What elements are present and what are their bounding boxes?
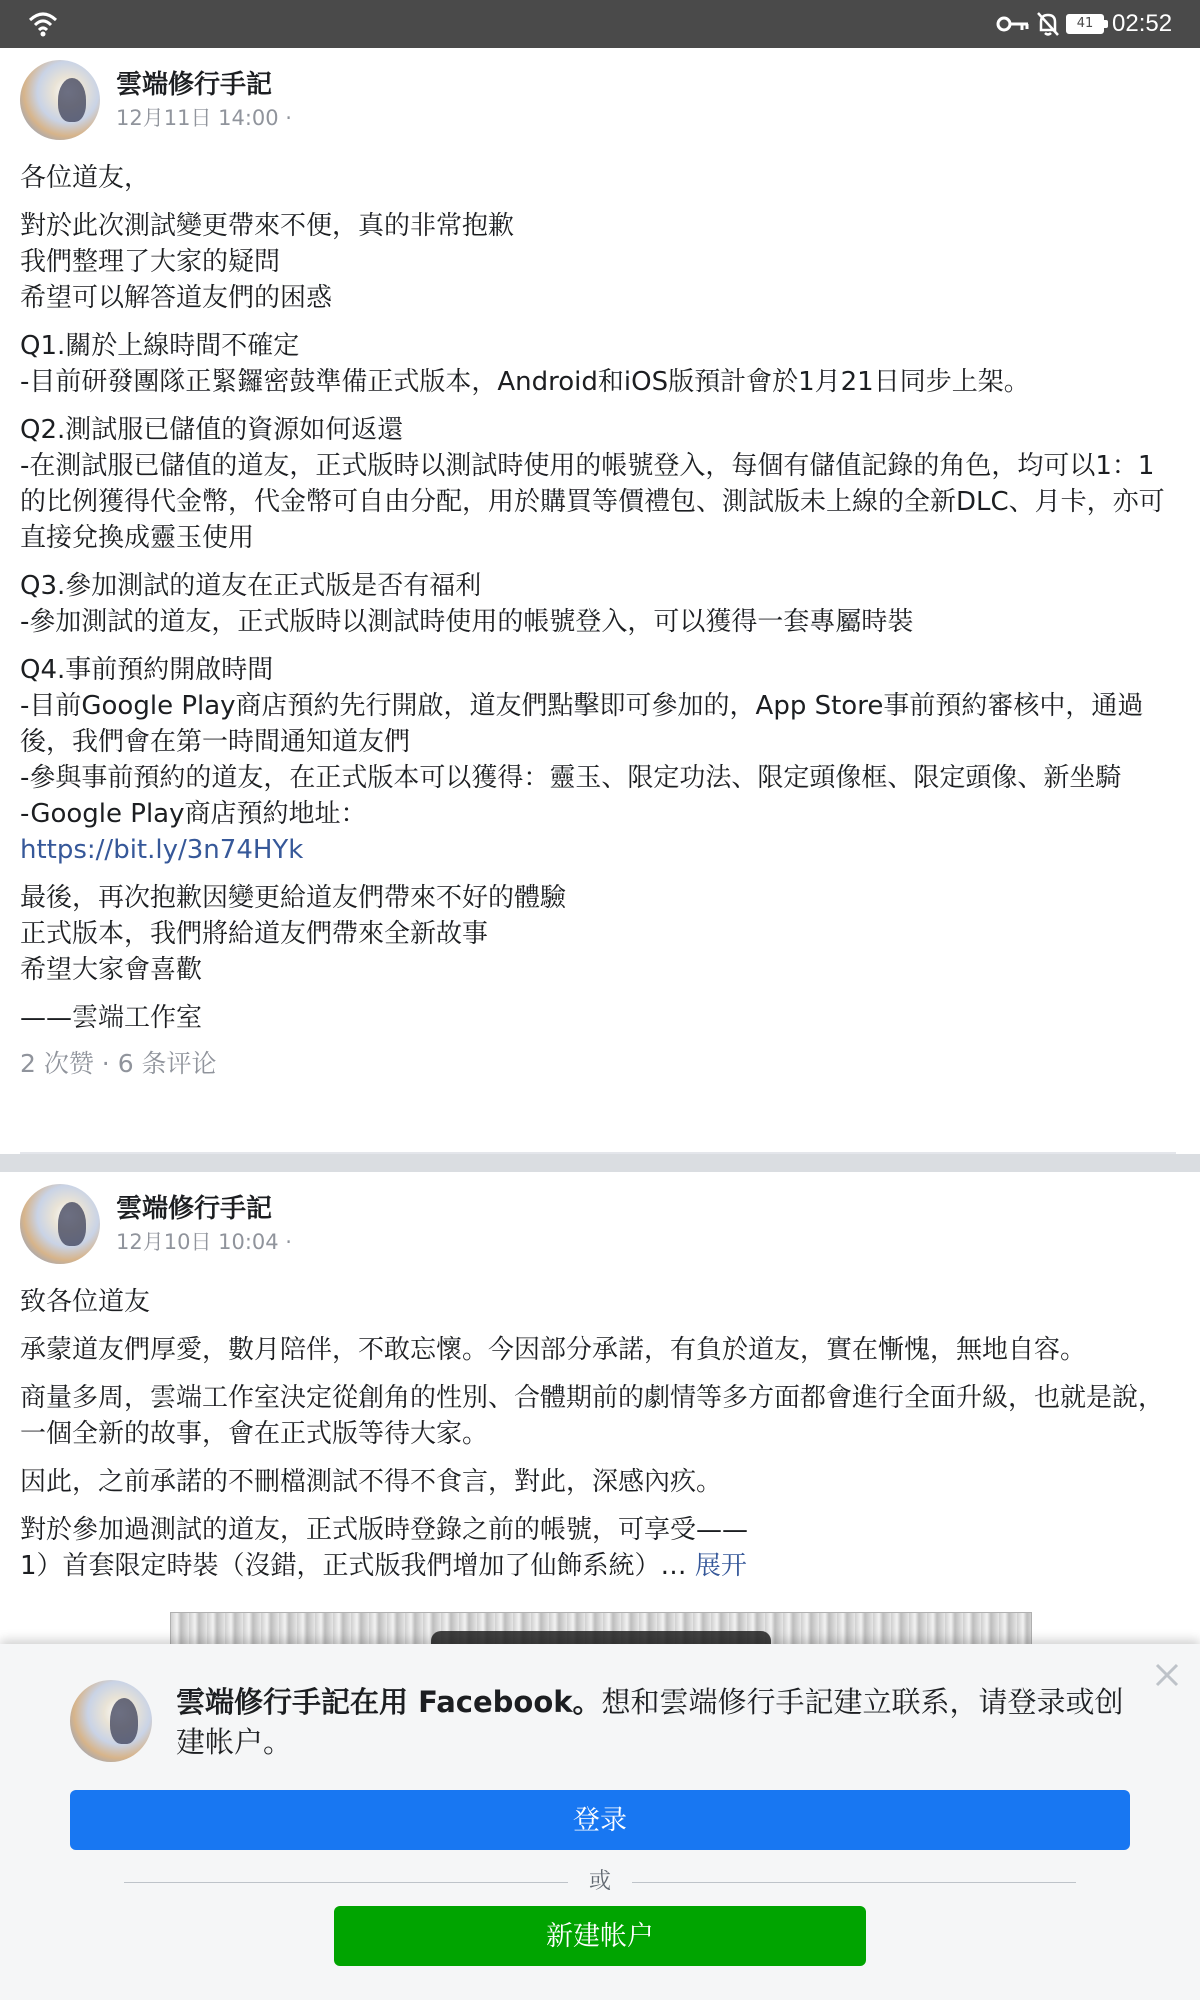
post-paragraph [20, 412, 1180, 556]
feed-post [0, 1172, 1200, 1642]
text-line: 商量多周，雲端工作室決定從創角的性別、合體期前的劇情等多方面都會進行全面升級，也就是說，一個全新的故事，會在正式版等待大家。 [20, 1383, 1165, 1449]
feed-post [0, 48, 1200, 1154]
text-line: 因此，之前承諾的不刪檔測試不得不食言，對此，深感內疚。 [20, 1467, 723, 1497]
text-line: -參加測試的道友，正式版時以測試時使用的帳號登入，可以獲得一套專屬時裝 [20, 607, 914, 637]
post-paragraph [20, 1332, 1180, 1368]
text-line: 對於參加過測試的道友，正式版時登錄之前的帳號，可享受—— [20, 1515, 749, 1545]
post-paragraph [20, 328, 1180, 400]
text-line: 我們整理了大家的疑問 [20, 247, 281, 277]
text-line: Q2.測試服已儲值的資源如何返還 [20, 415, 404, 445]
post-timestamp[interactable]: 12月10日 10:04 · [116, 1230, 292, 1254]
post-link[interactable]: https://bit.ly/3n74HYk [20, 835, 304, 865]
post-paragraph [20, 568, 1180, 640]
close-icon[interactable] [1152, 1660, 1182, 1690]
see-more-link[interactable]: 展开 [694, 1551, 747, 1581]
text-fragment: 1）首套限定時裝（沒錯，正式版我們增加了仙飾系統）… [20, 1551, 687, 1581]
status-bar [0, 0, 1200, 48]
page-name-link[interactable]: 雲端修行手記 [116, 70, 273, 100]
wifi-icon [28, 10, 58, 38]
text-line: 對於此次測試變更帶來不便，真的非常抱歉 [20, 211, 515, 241]
text-line: 希望可以解答道友們的困惑 [20, 283, 333, 313]
post-paragraph [20, 160, 1180, 196]
page-uses-facebook-text: 雲端修行手記在用 Facebook。 [176, 1685, 602, 1719]
text-line: ——雲端工作室 [20, 1003, 203, 1033]
post-paragraph [20, 1380, 1180, 1452]
post-paragraph [20, 1000, 1180, 1036]
text-line: 最後，再次抱歉因變更給道友們帶來不好的體驗 [20, 883, 567, 913]
login-prompt-message [176, 1682, 1136, 1762]
login-prompt-text: 想和雲端修行手記建立联系，请登录或创建帐户。 [176, 1685, 1124, 1759]
or-divider [124, 1862, 1076, 1902]
post-timestamp[interactable]: 12月11日 14:00 · [116, 106, 292, 130]
vpn-key-icon [996, 14, 1030, 34]
page-name-link[interactable]: 雲端修行手記 [116, 1194, 273, 1224]
text-line: Q1.關於上線時間不確定 [20, 331, 300, 361]
text-line: 各位道友， [20, 163, 151, 193]
page-avatar[interactable] [20, 1184, 100, 1264]
login-button[interactable]: 登录 [70, 1790, 1130, 1850]
post-text [20, 160, 1180, 1048]
text-line: -在測試服已儲值的道友，正式版時以測試時使用的帳號登入，每個有儲值記錄的角色，均可以1：1的比例獲得代金幣，代金幣可自由分配，用於購買等價禮包、測試版未上線的全新DLC、月卡，亦可直接兌換成靈玉使用 [20, 451, 1165, 553]
feed-separator [0, 1154, 1200, 1172]
text-line: 正式版本，我們將給道友們帶來全新故事 [20, 919, 489, 949]
text-line: Q4.事前預約開啟時間 [20, 655, 274, 685]
notifications-off-icon [1036, 10, 1060, 38]
create-account-button[interactable]: 新建帐户 [334, 1906, 866, 1966]
login-prompt-sheet [0, 1644, 1200, 2000]
text-line: -目前Google Play商店預約先行開啟，道友們點擊即可參加的，App Store事前預約審核中，通過後，我們會在第一時間通知道友們 [20, 691, 1144, 757]
post-paragraph [20, 1464, 1180, 1500]
or-label: 或 [588, 1869, 611, 1894]
text-line: Q3.參加測試的道友在正式版是否有福利 [20, 571, 482, 601]
divider-line [632, 1882, 1076, 1883]
page-avatar[interactable] [20, 60, 100, 140]
divider-line [124, 1882, 568, 1883]
text-line: 致各位道友 [20, 1287, 151, 1317]
text-line: 承蒙道友們厚愛，數月陪伴，不敢忘懷。今因部分承諾，有負於道友，實在慚愧，無地自容。 [20, 1335, 1087, 1365]
status-time: 02:52 [1112, 10, 1173, 37]
reactions-comments-count[interactable]: 2 次赞 · 6 条评论 [20, 1049, 217, 1078]
post-paragraph [20, 208, 1180, 316]
text-line: -參與事前預約的道友，在正式版本可以獲得：靈玉、限定功法、限定頭像框、限定頭像、新坐騎 [20, 763, 1122, 793]
post-paragraph [20, 1284, 1180, 1320]
post-paragraph [20, 652, 1180, 868]
text-line: -目前研發團隊正緊鑼密鼓準備正式版本，Android和iOS版預計會於1月21日同步上架。 [20, 367, 1030, 397]
text-line: 希望大家會喜歡 [20, 955, 203, 985]
page-avatar [70, 1680, 152, 1762]
post-paragraph [20, 1512, 1180, 1584]
battery-tip [1104, 20, 1108, 28]
text-line: -Google Play商店預約地址： [20, 799, 367, 829]
battery-icon: 41 [1066, 14, 1104, 34]
post-text [20, 1284, 1180, 1596]
post-paragraph [20, 880, 1180, 988]
text-line [20, 1548, 1180, 1584]
